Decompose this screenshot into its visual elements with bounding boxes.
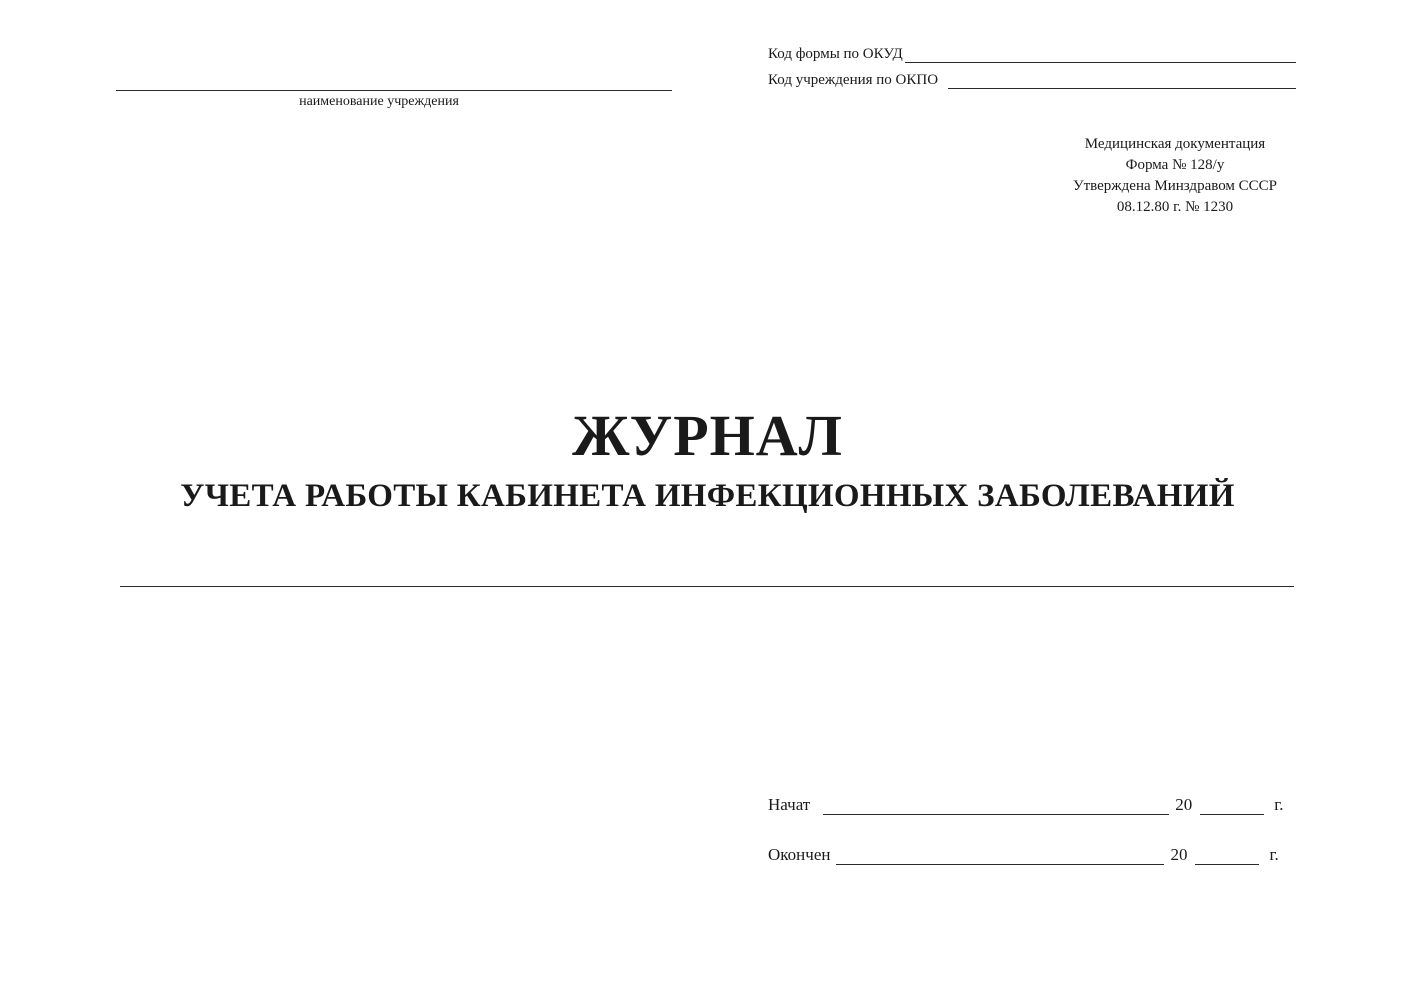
okud-code-field[interactable] bbox=[905, 48, 1296, 63]
finished-century: 20 bbox=[1170, 845, 1188, 864]
started-year-field[interactable] bbox=[1200, 798, 1264, 815]
started-year-suffix: г. bbox=[1274, 795, 1284, 814]
finished-date-field[interactable] bbox=[836, 848, 1164, 865]
okud-code-label: Код формы по ОКУД bbox=[768, 46, 903, 62]
okpo-code-field[interactable] bbox=[948, 74, 1296, 89]
started-date-row bbox=[768, 795, 1298, 815]
title-underline-field[interactable] bbox=[120, 586, 1294, 587]
okpo-code-label: Код учреждения по ОКПО bbox=[768, 72, 939, 88]
started-century: 20 bbox=[1175, 795, 1193, 814]
started-date-field[interactable] bbox=[823, 798, 1169, 815]
okud-code-row bbox=[768, 46, 1296, 63]
finished-label: Окончен bbox=[768, 845, 831, 864]
journal-subtitle: УЧЕТА РАБОТЫ КАБИНЕТА ИНФЕКЦИОННЫХ ЗАБОЛЕВАНИЙ bbox=[180, 478, 1235, 514]
meddoc-form-number: Форма № 128/у bbox=[1125, 157, 1225, 173]
started-label: Начат bbox=[768, 795, 811, 814]
medical-documentation-block bbox=[1050, 134, 1300, 218]
finished-year-field[interactable] bbox=[1195, 848, 1259, 865]
okpo-code-row bbox=[768, 72, 1296, 89]
institution-name-line bbox=[116, 90, 672, 91]
meddoc-approval-date: 08.12.80 г. № 1230 bbox=[1116, 199, 1234, 215]
meddoc-line-1: Медицинская документация bbox=[1084, 136, 1266, 152]
finished-year-suffix: г. bbox=[1269, 845, 1279, 864]
finished-date-row bbox=[768, 845, 1298, 865]
institution-name-caption: наименование учреждения bbox=[299, 94, 459, 109]
meddoc-approval: Утверждена Минздравом СССР bbox=[1072, 178, 1278, 194]
journal-title: ЖУРНАЛ bbox=[572, 403, 843, 468]
